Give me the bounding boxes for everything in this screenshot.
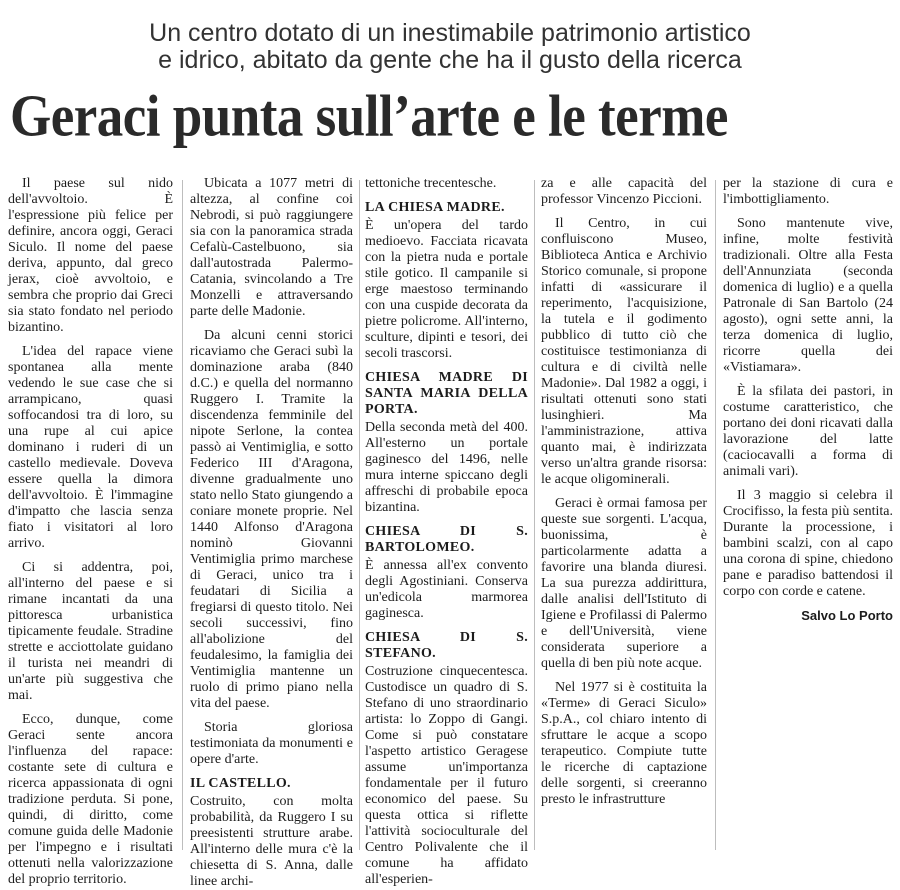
article-column-2 bbox=[190, 176, 353, 889]
paragraph: Nel 1977 si è costituita la «Terme» di Geraci Siculo» S.p.A., col chiaro intento di sfruttare le acque a scopo terapeutico. Compiute tutte le ricerche di captazione delle sorgenti, si creeranno presto le infrastrutture bbox=[541, 680, 707, 807]
article-headline: Geraci punta sull’arte e le terme bbox=[10, 84, 728, 149]
paragraph: È annessa all'ex convento degli Agostiniani. Conserva un'edicola marmorea gaginesca. bbox=[365, 558, 528, 621]
paragraph: Geraci è ormai famosa per queste sue sorgenti. L'acqua, buonissima, è particolarmente adatta a favorire una blanda diuresi. La sua purezza addirittura, dalle analisi dell'Istituto di Igiene e Profilassi di Palermo e dell'Università, viene considerata superiore a quella di ben più note acque. bbox=[541, 496, 707, 671]
section-heading-san-bartolomeo: CHIESA DI S. BARTOLOMEO. bbox=[365, 524, 528, 555]
paragraph: Costruzione cinquecentesca. Custodisce un quadro di S. Stefano di uno straordinario artista: lo Zoppo di Gangi. Come si può constatare l'aspetto artistico Geragese assume un'importanza fondamentale per il futuro economico del paese. Su questa ottica si riflette l'attività socioculturale del Centro Polivalente che il comune ha affidato all'esperien- bbox=[365, 664, 528, 887]
paragraph: Da alcuni cenni storici ricaviamo che Geraci subì la dominazione araba (840 d.C.) e quella del normanno Ruggero I. Tramite la discendenza femminile del nipote Serlone, la contea passò ai Ventimiglia, e sotto Federico III d'Aragona, divenne gradualmente uno stato nello Stato giungendo a coniare monete proprie. Nel 1440 Alfonso d'Aragona nominò Giovanni Ventimiglia primo marchese di Geraci, unico tra i feudatari di Sicilia a fregiarsi di questo titolo. Nei secoli successivi, fino all'abolizione del feudalesimo, la famiglia dei Ventimiglia mantenne un ruolo di primo piano nella vita del paese. bbox=[190, 328, 353, 711]
paragraph: L'idea del rapace viene spontanea alla mente vedendo le sue case che si arrampicano, quasi soffocandosi tra di loro, su una rupe al cui apice dominano i ruderi di un castello medievale. Doveva essere quella la dimora dell'avvoltoio. È l'immagine d'impatto che lascia senza fiato i visitatori al loro arrivo. bbox=[8, 344, 173, 551]
column-divider bbox=[534, 180, 535, 850]
column-divider bbox=[715, 180, 716, 850]
section-heading-chiesa-madre: LA CHIESA MADRE. bbox=[365, 200, 505, 215]
paragraph: tettoniche trecentesche. bbox=[365, 176, 497, 191]
kicker-line-2: e idrico, abitato da gente che ha il gusto della ricerca bbox=[158, 46, 742, 74]
section-heading-santa-maria: CHIESA MADRE DI SANTA MARIA DELLA PORTA. bbox=[365, 370, 528, 417]
paragraph: Il paese sul nido dell'avvoltoio. È l'espressione più felice per definire, ancora oggi, Geraci Siculo. Il nome del paese deriva, appunto, dal greco jerax, cioè avvoltoio, e sembra che proprio dai Greci sia stato fondato nel periodo bizantino. bbox=[8, 176, 173, 335]
paragraph: Il 3 maggio si celebra il Crocifisso, la festa più sentita. Durante la processione, i bambini scalzi, con al capo una corona di spine, chiedono pane e paradiso battendosi il corpo con corde e catene. bbox=[723, 488, 893, 599]
article-kicker bbox=[100, 20, 800, 74]
paragraph: Ubicata a 1077 metri di altezza, al confine coi Nebrodi, si può raggiungere sia con la panoramica strada Cefalù-Castelbuono, sia dall'autostrada Palermo-Catania, svincolando a Tre Monzelli e attraversando parte delle Madonie. bbox=[190, 176, 353, 319]
paragraph: za e alle capacità del professor Vincenzo Piccioni. bbox=[541, 176, 707, 207]
paragraph: È un'opera del tardo medioevo. Facciata ricavata con la pietra nuda e portale stile gotico. Il campanile si erge maestoso terminando con una cuspide decorata da pietre policrome. All'interno, sculture, dipinti e tesori, dei secoli trascorsi. bbox=[365, 218, 528, 361]
paragraph: Ci si addentra, poi, all'interno del paese e si rimane incantati da una pittoresca urbanistica tipicamente feudale. Stradine strette e acciottolate guidano il turista nei meandri di un'arte più suggestiva che mai. bbox=[8, 560, 173, 703]
column-divider bbox=[359, 180, 360, 850]
article-column-3 bbox=[365, 176, 528, 887]
paragraph: È la sfilata dei pastori, in costume caratteristico, che portano dei doni ricavati dalla lavorazione del latte (caciocavalli a forma di animali vari). bbox=[723, 384, 893, 479]
article-column-5 bbox=[723, 176, 893, 852]
paragraph: per la stazione di cura e l'imbottigliamento. bbox=[723, 176, 893, 207]
paragraph: Storia gloriosa testimoniata da monumenti e opere d'arte. bbox=[190, 720, 353, 767]
paragraph: Sono mantenute vive, infine, molte festività tradizionali. Oltre alla Festa dell'Annunziata (seconda domenica di luglio) e a quella Patronale di San Bartolo (24 agosto), ogni sette anni, la terza domenica di luglio, ricorre quella dei «Vistiamara». bbox=[723, 216, 893, 375]
article-column-1 bbox=[8, 176, 173, 887]
paragraph: Costruito, con molta probabilità, da Ruggero I su preesistenti strutture arabe. All'interno delle mura c'è la chiesetta di S. Anna, dalle linee archi- bbox=[190, 794, 353, 889]
kicker-line-1: Un centro dotato di un inestimabile patrimonio artistico bbox=[149, 19, 751, 47]
author-byline: Salvo Lo Porto bbox=[801, 608, 893, 623]
article-column-4 bbox=[541, 176, 707, 852]
section-heading-castello: IL CASTELLO. bbox=[190, 776, 291, 791]
column-divider bbox=[182, 180, 183, 850]
paragraph: Ecco, dunque, come Geraci sente ancora l'influenza del rapace: costante sete di cultura e ricerca appassionata di ogni tradizione perduta. Si pone, quindi, di diritto, come comune guida delle Madonie per l'impegno e i risultati ottenuti nella valorizzazione del proprio territorio. bbox=[8, 712, 173, 887]
section-heading-santo-stefano: CHIESA DI S. STEFANO. bbox=[365, 630, 528, 661]
paragraph: Il Centro, in cui confluiscono Museo, Biblioteca Antica e Archivio Storico comunale, si propone infatti di «assicurare il reperimento, l'acquisizione, la tutela e il godimento pubblico di tutto ciò che costituisce testimonianza di cultura e di civiltà nelle Madonie». Dal 1982 a oggi, i risultati ottenuti sono stati lusinghieri. Ma l'amministrazione, attiva quanto mai, è indirizzata verso un'altra grande risorsa: le acque oligominerali. bbox=[541, 216, 707, 487]
paragraph: Della seconda metà del 400. All'esterno un portale gaginesco del 1496, nelle mura interne spiccano degli affreschi di probabile epoca bizantina. bbox=[365, 420, 528, 515]
